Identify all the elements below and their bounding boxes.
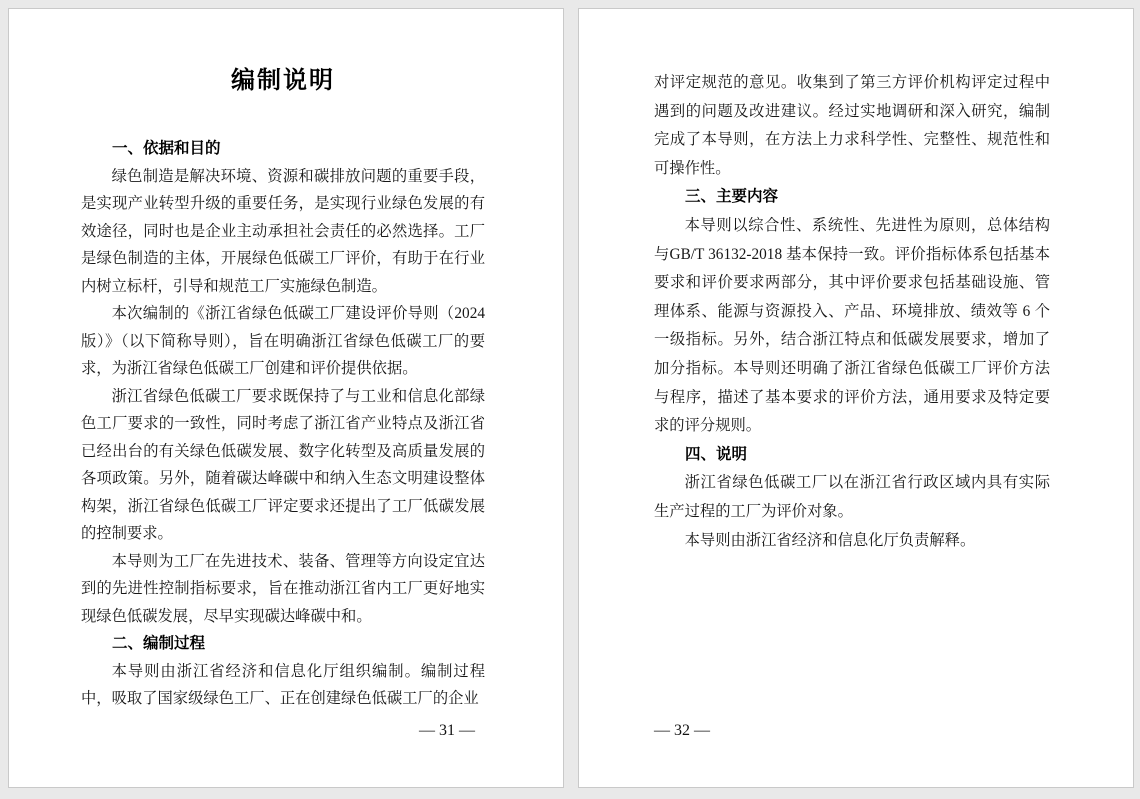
page-32-body <box>579 9 1133 555</box>
heading-compilation-process: 二、编制过程 <box>112 635 206 652</box>
paragraph-interpretation-authority: 本导则由浙江省经济和信息化厅负责解释。 <box>684 531 976 549</box>
paragraph-zhejiang-requirements: 浙江省绿色低碳工厂要求既保持了与工业和信息化部绿色工厂要求的一致性，同时考虑了浙江省产业特点及浙江省已经出台的有关绿色低碳发展、数字化转型及高质量发展的各项政策。另外，随着碳达峰碳中和纳入生态文明建设整体构架，浙江省绿色低碳工厂评定要求还提出了工厂低碳发展的控制要求。 <box>81 387 485 542</box>
page-31 <box>8 8 564 788</box>
paragraph-advanced-indicators: 本导则为工厂在先进技术、装备、管理等方向设定宜达到的先进性控制指标要求，旨在推动浙江省内工厂更好地实现绿色低碳发展，尽早实现碳达峰碳中和。 <box>81 552 485 625</box>
document-title: 编制说明 <box>231 67 335 94</box>
paragraph-guideline-purpose: 本次编制的《浙江省绿色低碳工厂建设评价导则（2024版）》（以下简称导则），旨在明确浙江省绿色低碳工厂的要求，为浙江省绿色低碳工厂创建和评价提供依据。 <box>81 305 485 377</box>
page-number-32: — 32 — <box>654 722 710 739</box>
page-31-body <box>9 9 563 713</box>
heading-basis-and-purpose: 一、依据和目的 <box>112 140 221 157</box>
page-32-content <box>654 69 1050 555</box>
heading-main-content: 三、主要内容 <box>685 188 779 206</box>
page-number-31: — 31 — <box>419 722 475 739</box>
paragraph-compilation-continuation: 对评定规范的意见。收集到了第三方评价机构评定过程中遇到的问题及改进建议。经过实地调研和深入研究，编制完成了本导则，在方法上力求科学性、完整性、规范性和可操作性。 <box>654 74 1050 177</box>
heading-notes: 四、说明 <box>685 445 748 463</box>
page-31-content <box>81 135 485 713</box>
paragraph-green-manufacturing: 绿色制造是解决环境、资源和碳排放问题的重要手段，是实现产业转型升级的重要任务，是实现行业绿色发展的有效途径，同时也是企业主动承担社会责任的必然选择。工厂是绿色制造的主体，开展绿色低碳工厂评价，有助于在行业内树立标杆，引导和规范工厂实施绿色制造。 <box>81 167 485 295</box>
paragraph-indicator-system: 本导则以综合性、系统性、先进性为原则，总体结构与GB/T 36132-2018 基本保持一致。评价指标体系包括基本要求和评价要求两部分，其中评价要求包括基础设施、管理体系、能源与资源投入、产品、环境排放、绩效等 6 个一级指标。另外，结合浙江特点和低碳发展要求，增加了加分指标。本导则还明确了浙江省绿色低碳工厂评价方法与程序，描述了基本要求的评价方法，通用要求及特定要求的评分规则。 <box>654 216 1050 435</box>
paragraph-evaluation-scope: 浙江省绿色低碳工厂以在浙江省行政区域内具有实际生产过程的工厂为评价对象。 <box>654 474 1050 520</box>
paragraph-compilation-process: 本导则由浙江省经济和信息化厅组织编制。编制过程中，吸取了国家级绿色工厂、正在创建绿色低碳工厂的企业 <box>81 662 485 707</box>
page-32 <box>578 8 1134 788</box>
